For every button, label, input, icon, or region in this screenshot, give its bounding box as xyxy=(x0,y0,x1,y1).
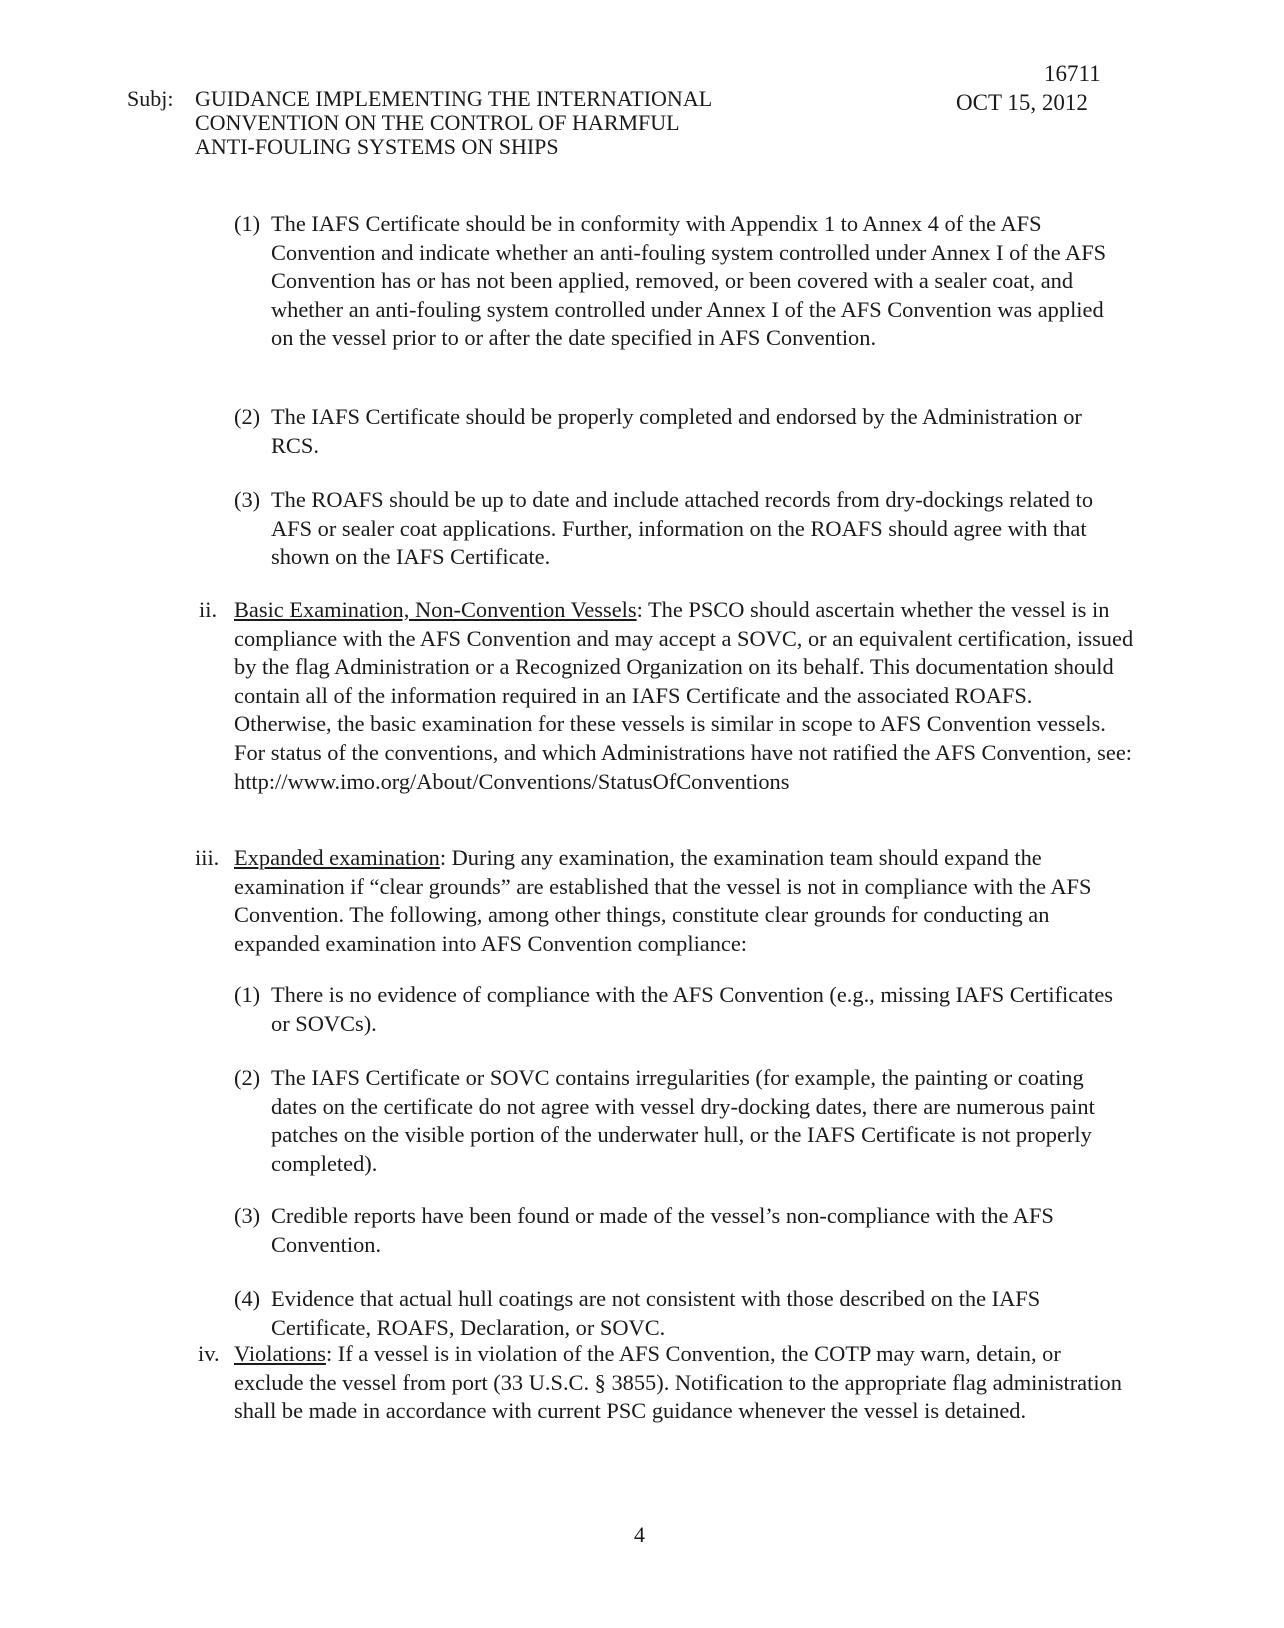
document-date: OCT 15, 2012 xyxy=(956,90,1088,115)
subitem-2-iafs-completed xyxy=(234,403,1131,460)
subitem-text: Credible reports have been found or made of the vessel’s non-compliance with the AFS Convention. xyxy=(271,1203,1054,1257)
subject-line: GUIDANCE IMPLEMENTING THE INTERNATIONAL xyxy=(195,86,713,111)
section-ii-basic-examination xyxy=(199,596,1134,796)
section-iii-expanded-examination xyxy=(195,844,1134,958)
section-body: : The PSCO should ascertain whether the vessel is in compliance with the AFS Convention and may accept a SOVC, or an equivalent certification, issued by the flag Administration or a Recognized Organization on its behalf. This documentation should contain all of the information required in an IAFS Certificate and the associated ROAFS. Otherwise, the basic examination for these vessels is similar in scope to AFS Convention vessels. For status of the conventions, and which Administrations have not ratified the AFS Convention, see: xyxy=(234,597,1134,765)
subject-line: CONVENTION ON THE CONTROL OF HARMFUL xyxy=(195,110,680,135)
subitem-text: Evidence that actual hull coatings are not consistent with those described on the IAFS Certificate, ROAFS, Declaration, or SOVC. xyxy=(271,1286,1041,1340)
section-body: : If a vessel is in violation of the AFS Convention, the COTP may warn, detain, or exclude the vessel from port (33 U.S.C. § 3855). Notification to the appropriate flag administration shall be made in accordance with current PSC guidance whenever the vessel is detained. xyxy=(234,1341,1122,1424)
subitem-3-roafs xyxy=(234,486,1131,572)
section-body: : During any examination, the examination team should expand the examination if “clear grounds” are established that the vessel is not in compliance with the AFS Convention. The following, among other things, constitute clear grounds for conducting an expanded examination into AFS Convention compliance: xyxy=(234,845,1092,956)
clear-ground-2 xyxy=(234,1064,1131,1178)
clear-ground-3 xyxy=(234,1202,1131,1259)
section-heading: Basic Examination, Non-Convention Vessels xyxy=(234,597,637,622)
clear-ground-1 xyxy=(234,981,1131,1038)
subitem-text: The IAFS Certificate should be in conformity with Appendix 1 to Annex 4 of the AFS Convention and indicate whether an anti-fouling system controlled under Annex I of the AFS Convention has or has not been applied, removed, or been covered with a sealer coat, and whether an anti-fouling system controlled under Annex I of the AFS Convention was applied on the vessel prior to or after the date specified in AFS Convention. xyxy=(271,211,1107,351)
page-number: 4 xyxy=(634,1522,645,1547)
subitem-text: There is no evidence of compliance with the AFS Convention (e.g., missing IAFS Certificates or SOVCs). xyxy=(271,982,1113,1036)
subitem-marker: (1) xyxy=(234,211,261,236)
subitem-marker: (2) xyxy=(234,1065,261,1090)
clear-ground-4 xyxy=(234,1285,1131,1342)
section-text xyxy=(234,1340,1134,1426)
subject-label: Subj: xyxy=(127,86,174,111)
section-text xyxy=(234,596,1134,768)
subitem-marker: (2) xyxy=(234,404,261,429)
section-marker: iv. xyxy=(198,1341,220,1366)
subitem-marker: (1) xyxy=(234,982,261,1007)
status-of-conventions-url: http://www.imo.org/About/Conventions/StatusOfConventions xyxy=(234,768,790,794)
subitem-text: The IAFS Certificate or SOVC contains irregularities (for example, the painting or coating dates on the certificate do not agree with vessel dry-docking dates, there are numerous paint patches on the visible portion of the underwater hull, or the IAFS Certificate is not properly completed). xyxy=(271,1065,1095,1176)
subitem-text: The ROAFS should be up to date and include attached records from dry-dockings related to AFS or sealer coat applications. Further, information on the ROAFS should agree with that shown on the IAFS Certificate. xyxy=(271,487,1094,570)
section-heading: Violations xyxy=(234,1341,326,1366)
subitem-marker: (3) xyxy=(234,1203,261,1228)
section-heading: Expanded examination xyxy=(234,845,440,870)
document-number: 16711 xyxy=(1044,61,1101,86)
section-iv-violations xyxy=(198,1340,1134,1426)
section-text xyxy=(234,844,1134,958)
subitem-marker: (3) xyxy=(234,487,261,512)
section-marker: ii. xyxy=(199,597,218,622)
subitem-marker: (4) xyxy=(234,1286,261,1311)
section-marker: iii. xyxy=(195,845,220,870)
subitem-text: The IAFS Certificate should be properly completed and endorsed by the Administration or RCS. xyxy=(271,404,1082,458)
subitem-1-iafs-conformity xyxy=(234,210,1131,353)
subject-title xyxy=(195,87,835,159)
subject-line: ANTI-FOULING SYSTEMS ON SHIPS xyxy=(195,134,559,159)
